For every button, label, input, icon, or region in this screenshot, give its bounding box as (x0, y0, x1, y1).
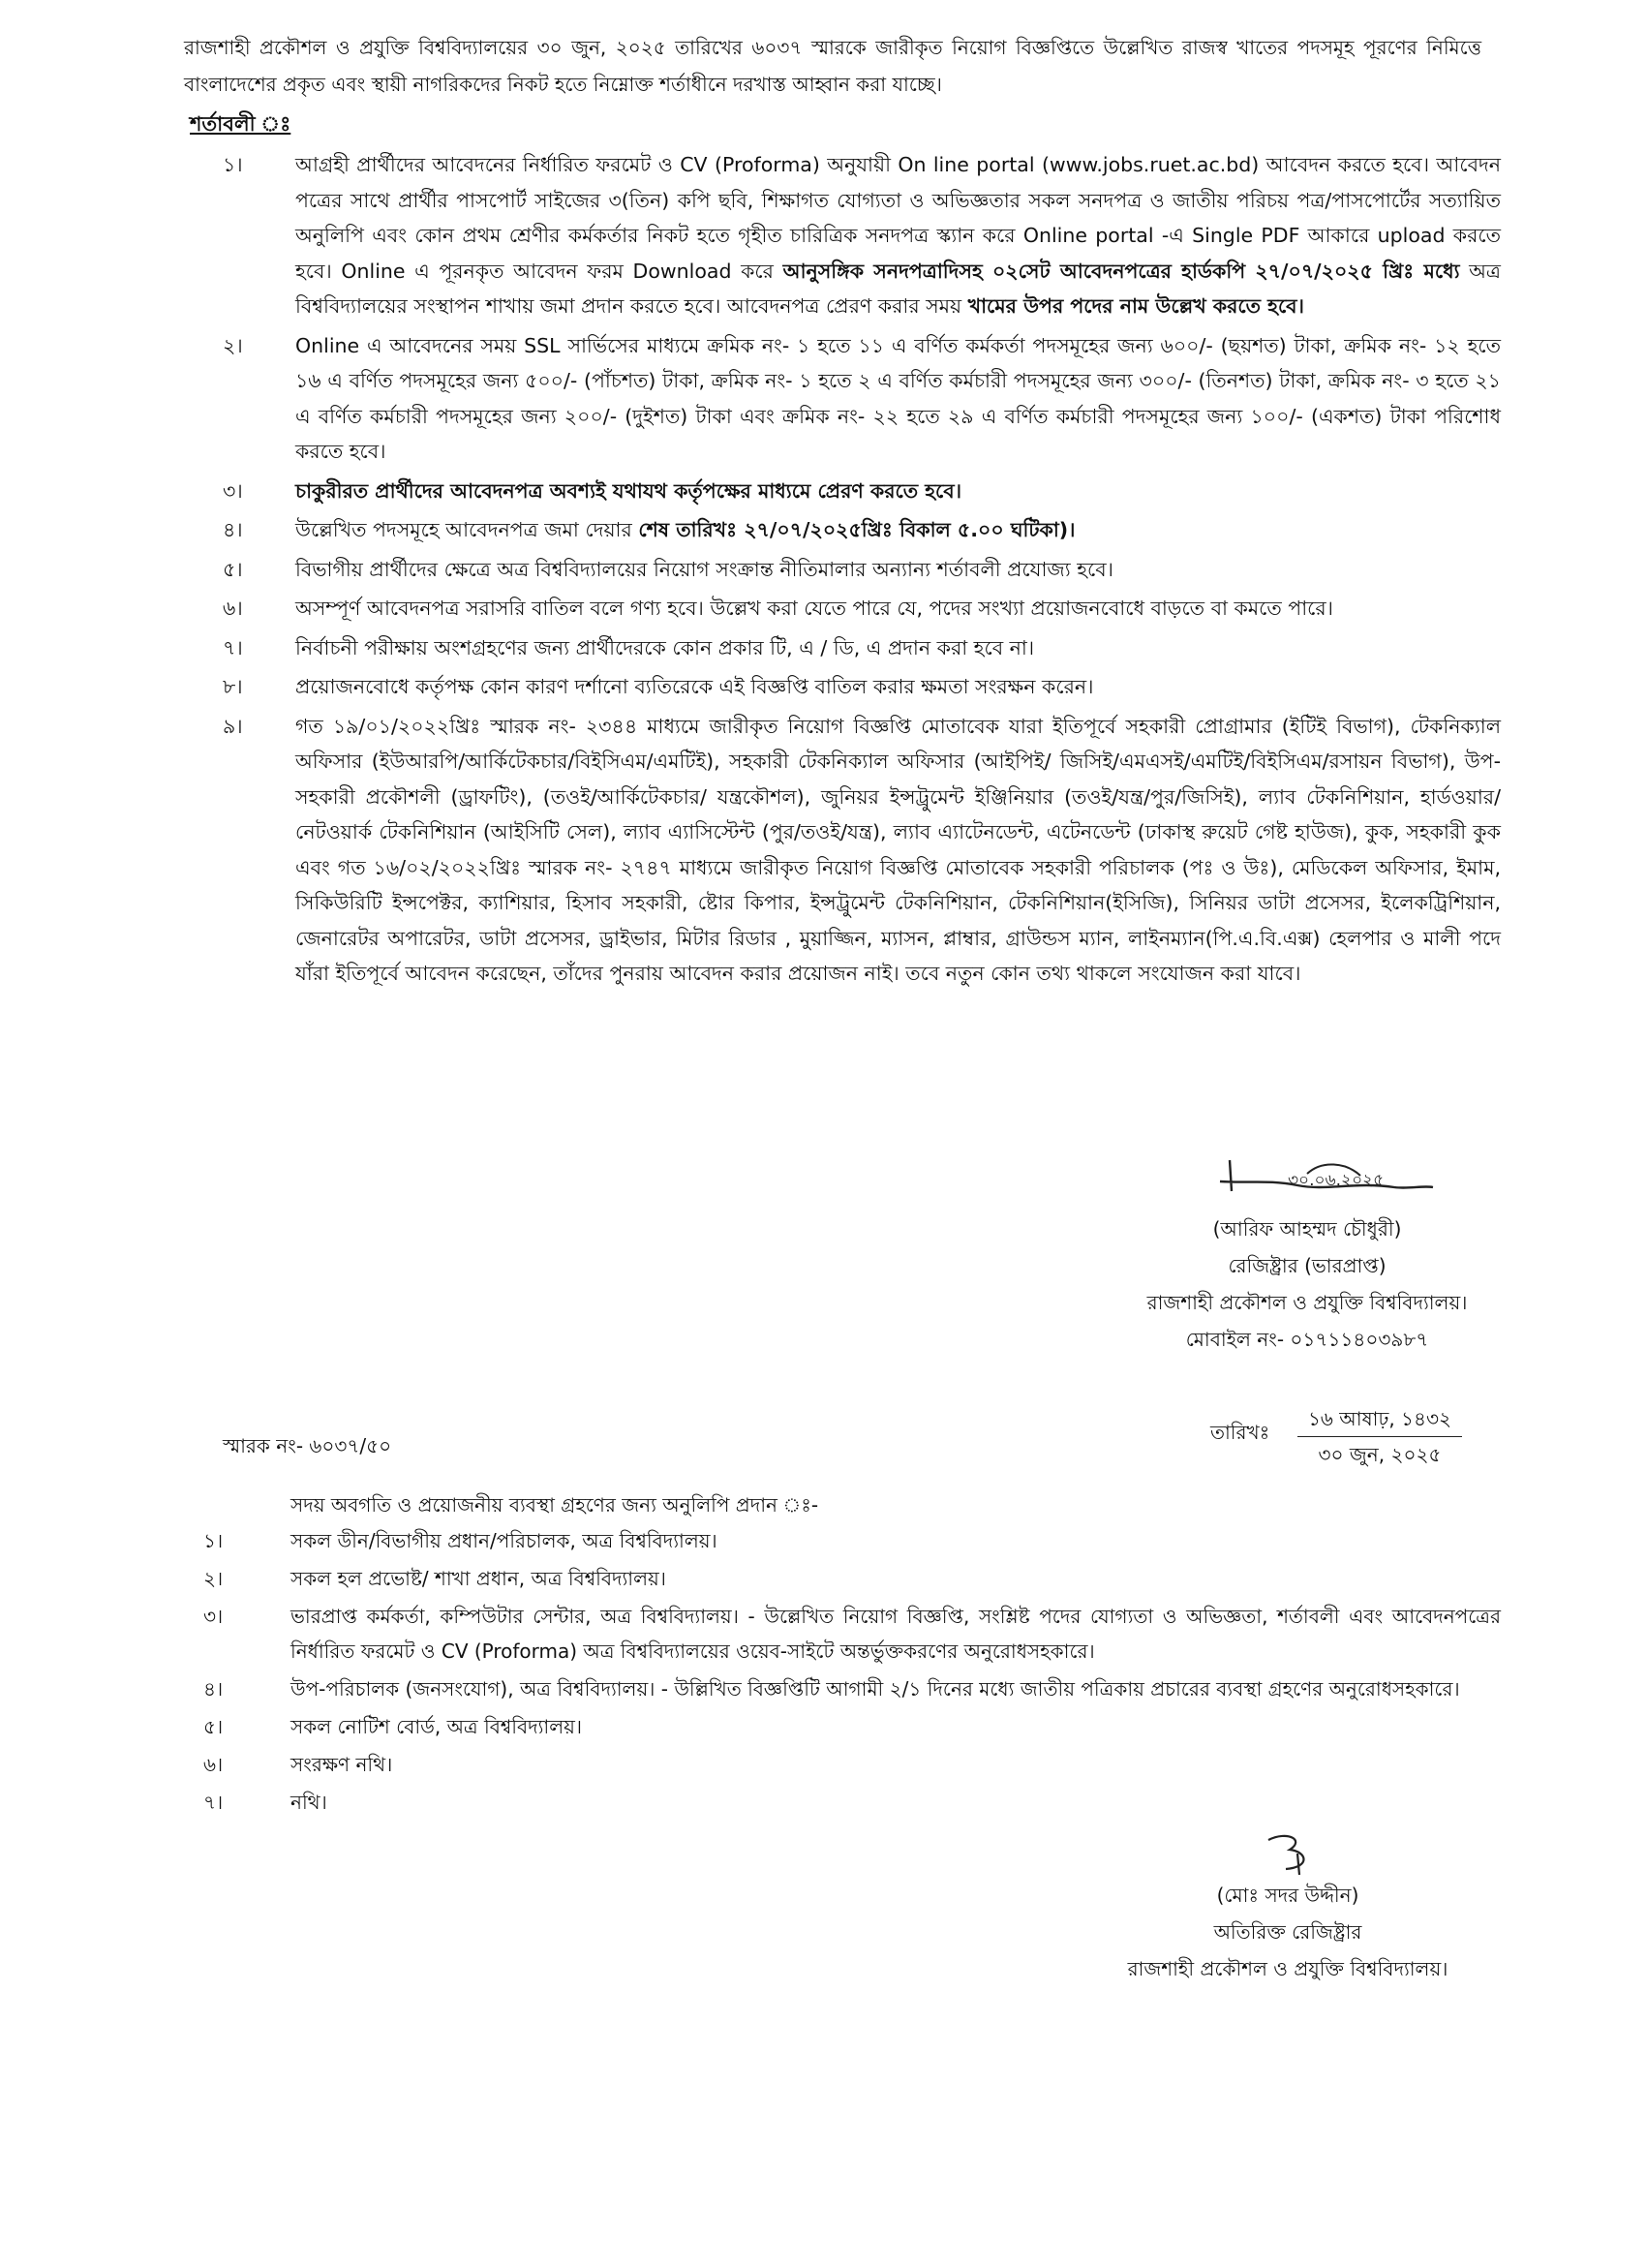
condition-text (295, 474, 1501, 509)
copy-item (184, 1709, 1501, 1744)
copy-text: ভারপ্রাপ্ত কর্মকর্তা, কম্পিউটার সেন্টার, অত্র বিশ্ববিদ্যালয়। - উল্লেখিত নিয়োগ বিজ্ঞপ্তি, সংশ্লিষ্ট পদের যোগ্যতা ও অভিজ্ঞতা, শর্তাবলী এবং আবেদনপত্রের নির্ধারিত ফরমেট ও CV (Proforma) অত্র বিশ্ববিদ্যালয়ের ওয়েব-সাইটে অন্তর্ভুক্তকরণের অনুরোধসহকারে। (290, 1605, 1501, 1663)
signer2-name: (মোঃ সদর উদ্দীন) (1216, 1884, 1359, 1907)
copy-item (184, 1785, 1501, 1820)
copy-text: সংরক্ষণ নথি। (290, 1753, 393, 1776)
signature-image (1230, 1830, 1346, 1877)
condition-item (174, 147, 1501, 324)
copy-number: ৬। (203, 1753, 224, 1776)
copy-text: সকল ডীন/বিভাগীয় প্রধান/পরিচালক, অত্র বিশ্ববিদ্যালয়। (290, 1529, 717, 1552)
condition-number: ৫। (223, 557, 243, 581)
copy-list (184, 1523, 1501, 1820)
condition-number: ৪। (223, 518, 243, 541)
condition-number: ৩। (223, 478, 243, 503)
copy-item (184, 1599, 1501, 1669)
condition-item (174, 512, 1501, 548)
date-english: ৩০ জুন, ২০২৫ (1318, 1443, 1442, 1466)
signer1-mobile: মোবাইল নং- ০১৭১১৪০৩৯৮৭ (1185, 1328, 1429, 1351)
condition-segment: অত্র বিশ্ববিদ্যালয়ের সংস্থাপন শাখায় জমা প্রদান করতে হবে। আবেদনপত্র প্রেরণ করার সময় (295, 259, 1501, 318)
copy-item (184, 1747, 1501, 1782)
condition-item (174, 552, 1501, 588)
signer2-title: অতিরিক্ত রেজিষ্ট্রার (1213, 1920, 1362, 1944)
copy-text: উপ-পরিচালক (জনসংযোগ), অত্র বিশ্ববিদ্যালয়। - উল্লিখিত বিজ্ঞপ্তিটি আগামী ২/১ দিনের মধ্যে জাতীয় পত্রিকায় প্রচারের ব্যবস্থা গ্রহণের অনুরোধসহকারে। (290, 1677, 1460, 1701)
condition-text (295, 328, 1501, 470)
copy-number: ৭। (203, 1791, 224, 1814)
copy-item (184, 1671, 1501, 1706)
condition-item (174, 591, 1501, 627)
condition-emphasis: শেষ তারিখঃ ২৭/০৭/২০২৫খ্রিঃ বিকাল ৫.০০ ঘটিকা)। (638, 518, 1076, 541)
copy-text: নথি। (290, 1791, 327, 1814)
condition-segment: আগ্রহী প্রার্থীদের আবেদনের নির্ধারিত ফরমেট ও CV (Proforma) অনুযায়ী On line portal (www.jobs.ruet.ac.bd) আবেদন করতে হবে। আবেদন পত্রের সাথে প্রার্থীর পাসপোর্ট সাইজের ৩(তিন) কপি ছবি, শিক্ষাগত যোগ্যতা ও অভিজ্ঞতার সকল সনদপত্র ও জাতীয় পরিচয় পত্র/পাসপোর্টের সত্যায়িত অনুলিপি এবং কোন প্রথম শ্রেণীর কর্মকর্তার নিকট হতে গৃহীত চারিত্রিক সনদপত্র স্ক্যান করে Online portal -এ Single PDF আকারে upload করতে হবে। Online এ পূরনকৃত আবেদন ফরম Download করে (295, 153, 1501, 283)
date-box (1297, 1401, 1462, 1472)
copy-intro: সদয় অবগতি ও প্রয়োজনীয় ব্যবস্থা গ্রহণের জন্য অনুলিপি প্রদান ঃ- (290, 1493, 819, 1517)
condition-text (295, 512, 1501, 548)
condition-number: ৯। (223, 714, 243, 738)
condition-emphasis: খামের উপর পদের নাম উল্লেখ করতে হবে। (967, 294, 1304, 318)
condition-item (174, 474, 1501, 509)
condition-segment: Online এ আবেদনের সময় SSL সার্ভিসের মাধ্যমে ক্রমিক নং- ১ হতে ১১ এ বর্ণিত কর্মকর্তা পদসমূহের জন্য ৬০০/- (ছয়শত) টাকা, ক্রমিক নং- ১২ হতে ১৬ এ বর্ণিত পদসমূহের জন্য ৫০০/- (পাঁচশত) টাকা, ক্রমিক নং- ১ হতে ২ এ বর্ণিত কর্মচারী পদসমূহের জন্য ৩০০/- (তিনশত) টাকা, ক্রমিক নং- ৩ হতে ২১ এ বর্ণিত কর্মচারী পদসমূহের জন্য ২০০/- (দুইশত) টাকা এবং ক্রমিক নং- ২২ হতে ২৯ এ বর্ণিত কর্মচারী পদসমূহের জন্য ১০০/- (একশত) টাকা পরিশোধ করতে হবে। (295, 333, 1501, 463)
copy-number: ১। (203, 1529, 224, 1552)
condition-segment: বিভাগীয় প্রার্থীদের ক্ষেত্রে অত্র বিশ্ববিদ্যালয়ের নিয়োগ সংক্রান্ত নীতিমালার অন্যান্য শর্তাবলী প্রযোজ্য হবে। (295, 557, 1113, 581)
condition-segment: গত ১৯/০১/২০২২খ্রিঃ স্মারক নং- ২৩৪৪ মাধ্যমে জারীকৃত নিয়োগ বিজ্ঞপ্তি মোতাবেক যারা ইতিপূর্বে সহকারী প্রোগ্রামার (ইটিই বিভাগ), টেকনিক্যাল অফিসার (ইউআরপি/আর্কিটেকচার/বিইসিএম/এমটিই), সহকারী টেকনিক্যাল অফিসার (আইপিই/ জিসিই/এমএসই/এমটিই/বিইসিএম/রসায়ন বিভাগ), উপ-সহকারী প্রকৌশলী (ড্রাফটিং), (তওই/আর্কিটেকচার/ যন্ত্রকৌশল), জুনিয়র ইন্সট্রুমেন্ট ইঞ্জিনিয়ার (তওই/যন্ত্র/পুর/জিসিই), ল্যাব টেকনিশিয়ান, হার্ডওয়ার/নেটওয়ার্ক টেকনিশিয়ান (আইসিটি সেল), ল্যাব এ্যাসিস্টেন্ট (পুর/তওই/যন্ত্র), ল্যাব এ্যাটেনডেন্ট, এটেনডেন্ট (ঢাকাস্থ রুয়েট গেষ্ট হাউজ), কুক, সহকারী কুক এবং গত ১৬/০২/২০২২খ্রিঃ স্মারক নং- ২৭৪৭ মাধ্যমে জারীকৃত নিয়োগ বিজ্ঞপ্তি মোতাবেক সহকারী পরিচালক (পঃ ও উঃ), মেডিকেল অফিসার, ইমাম, সিকিউরিটি ইন্সপেক্টর, ক্যাশিয়ার, হিসাব সহকারী, ষ্টোর কিপার, ইন্সট্রুমেন্ট টেকনিশিয়ান, টেকনিশিয়ান(ইসিজি), সিনিয়র ডাটা প্রসেসর, ইলেকট্রিশিয়ান, জেনারেটর অপারেটর, ডাটা প্রসেসর, ড্রাইভার, মিটার রিডার , মুয়াজ্জিন, ম্যাসন, প্লাম্বার, গ্রাউন্ডস ম্যান, লাইনম্যান(পি.এ.বি.এক্স) হেলপার ও মালী পদে যাঁরা ইতিপূর্বে আবেদন করেছেন, তাঁদের পুনরায় আবেদন করার প্রয়োজন নাই। তবে নতুন কোন তথ্য থাকলে সংযোজন করা যাবে। (295, 714, 1501, 985)
condition-text (295, 147, 1501, 324)
signature-block-registrar (1113, 1152, 1501, 1358)
signer1-org: রাজশাহী প্রকৌশল ও প্রযুক্তি বিশ্ববিদ্যালয়। (1146, 1291, 1468, 1314)
signature-block-additional-registrar (1084, 1830, 1491, 1987)
conditions-heading: শর্তাবলী ঃ (190, 112, 291, 136)
copy-item (184, 1561, 1501, 1596)
signature-date: ৩০.০৬.২০২৫ (1288, 1171, 1385, 1190)
conditions-list (174, 147, 1501, 996)
condition-number: ৭। (223, 635, 243, 659)
date-bangla: ১৬ আষাঢ়, ১৪৩২ (1307, 1407, 1452, 1430)
condition-emphasis: আনুসঙ্গিক সনদপত্রাদিসহ ০২সেট আবেদনপত্রের হার্ডকপি ২৭/০৭/২০২৫ খ্রিঃ মধ্যে (782, 259, 1460, 283)
condition-segment: অসম্পূর্ণ আবেদনপত্র সরাসরি বাতিল বলে গণ্য হবে। উল্লেখ করা যেতে পারে যে, পদের সংখ্যা প্রয়োজনবোধে বাড়তে বা কমতে পারে। (295, 597, 1334, 620)
memo-reference-row (223, 1407, 1501, 1486)
signature-image (1162, 1152, 1452, 1211)
condition-number: ৬। (223, 597, 243, 620)
intro-paragraph: রাজশাহী প্রকৌশল ও প্রযুক্তি বিশ্ববিদ্যালয়ের ৩০ জুন, ২০২৫ তারিখের ৬০৩৭ স্মারকে জারীকৃত নিয়োগ বিজ্ঞপ্তিতে উল্লেখিত রাজস্ব খাতের পদসমূহ পূরণের নিমিত্তে বাংলাদেশের প্রকৃত এবং স্থায়ী নাগরিকদের নিকট হতে নিম্নোক্ত শর্তাধীনে দরখাস্ত আহ্বান করা যাচ্ছে। (184, 36, 1481, 96)
copy-text: সকল হল প্রভোষ্ট/ শাখা প্রধান, অত্র বিশ্ববিদ্যালয়। (290, 1567, 666, 1590)
condition-text (295, 552, 1501, 588)
date-label: তারিখঃ (1210, 1421, 1270, 1444)
memo-number: স্মারক নং- ৬০৩৭/৫০ (223, 1434, 392, 1457)
condition-segment: উল্লেখিত পদসমূহে আবেদনপত্র জমা দেয়ার (295, 518, 632, 541)
copy-item (184, 1523, 1501, 1558)
signer1-title: রেজিষ্ট্রার (ভারপ্রাপ্ত) (1228, 1254, 1387, 1277)
condition-segment: নির্বাচনী পরীক্ষায় অংশগ্রহণের জন্য প্রার্থীদেরকে কোন প্রকার টি, এ / ডি, এ প্রদান করা হবে না। (295, 635, 1035, 659)
condition-text (295, 630, 1501, 666)
copy-distribution (184, 1486, 1501, 1823)
condition-text (295, 669, 1501, 705)
copy-number: ৫। (203, 1715, 224, 1738)
condition-item (174, 669, 1501, 705)
condition-text (295, 591, 1501, 627)
condition-item (174, 328, 1501, 470)
condition-item (174, 630, 1501, 666)
condition-item (174, 709, 1501, 992)
condition-emphasis: চাকুরীরত প্রার্থীদের আবেদনপত্র অবশ্যই যথাযথ কর্তৃপক্ষের মাধ্যমে প্রেরণ করতে হবে। (295, 478, 962, 503)
copy-text: সকল নোটিশ বোর্ড, অত্র বিশ্ববিদ্যালয়। (290, 1715, 583, 1738)
condition-number: ৮। (223, 675, 243, 698)
copy-number: ৩। (203, 1605, 224, 1628)
condition-number: ২। (223, 333, 243, 357)
copy-number: ৪। (203, 1677, 224, 1701)
signer2-org: রাজশাহী প্রকৌশল ও প্রযুক্তি বিশ্ববিদ্যালয়। (1127, 1957, 1448, 1980)
signer1-name: (আরিফ আহম্মদ চৌধুরী) (1212, 1217, 1402, 1241)
condition-text (295, 709, 1501, 992)
condition-number: ১। (223, 153, 243, 176)
copy-number: ২। (203, 1567, 224, 1590)
condition-segment: প্রয়োজনবোধে কর্তৃপক্ষ কোন কারণ দর্শানো ব্যতিরেকে এই বিজ্ঞপ্তি বাতিল করার ক্ষমতা সংরক্ষন করেন। (295, 675, 1094, 698)
